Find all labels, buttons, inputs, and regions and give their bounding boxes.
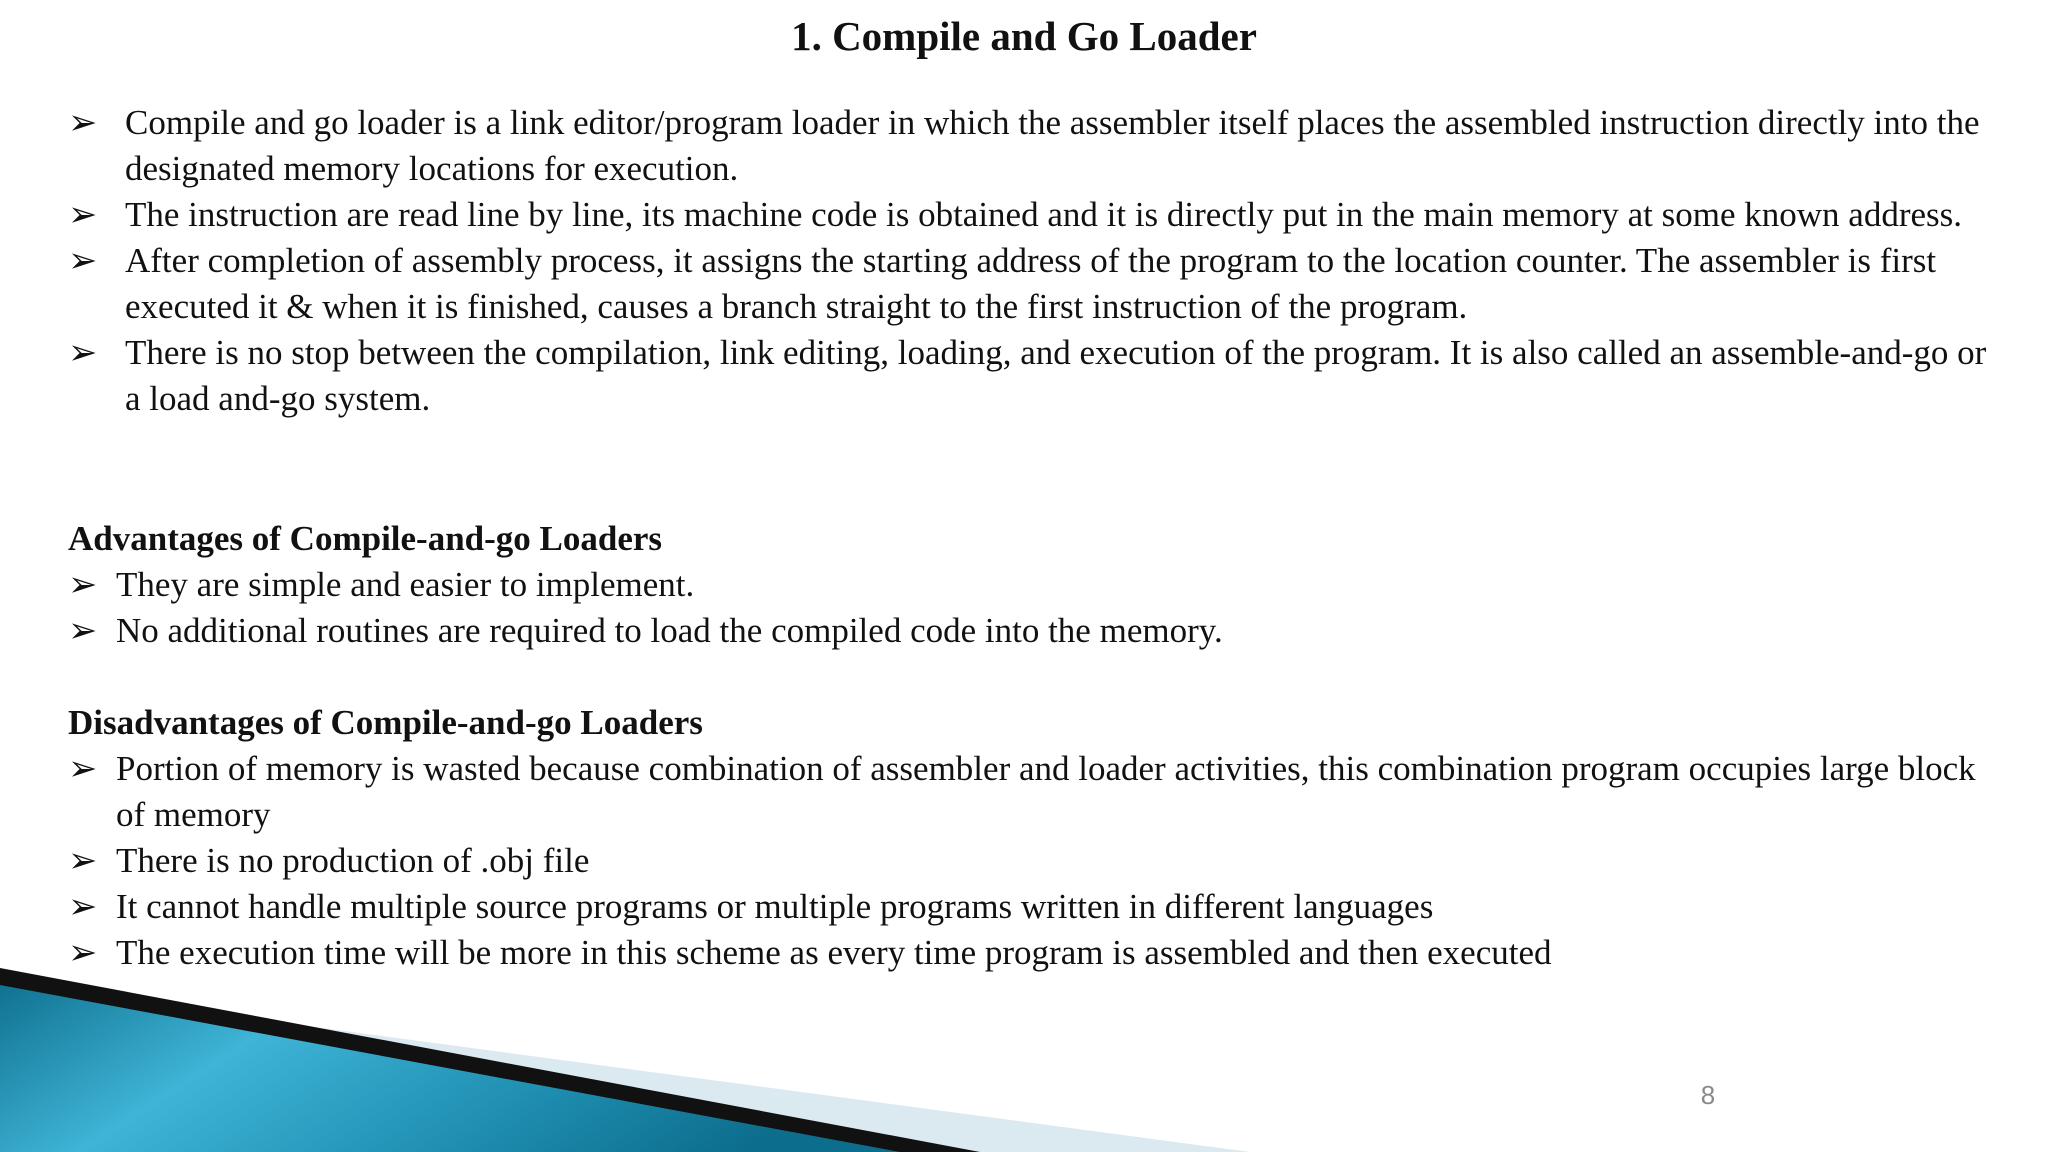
bullet-text: There is no production of .obj file <box>116 841 590 880</box>
bullet-item <box>68 238 1998 330</box>
main-bullet-list <box>68 100 1998 422</box>
arrow-bullet-icon: ➢ <box>68 565 98 604</box>
bullet-text: No additional routines are required to load the compiled code into the memory. <box>116 611 1223 650</box>
bullet-item <box>68 100 1998 192</box>
arrow-bullet-icon: ➢ <box>68 887 98 926</box>
advantages-heading: Advantages of Compile-and-go Loaders <box>68 519 663 558</box>
page-number: 8 <box>1700 1080 1716 1110</box>
slide-title: 1. Compile and Go Loader <box>791 13 1257 59</box>
arrow-bullet-icon: ➢ <box>68 841 98 880</box>
advantage-item <box>68 608 1998 654</box>
bullet-text: Compile and go loader is a link editor/program loader in which the assembler itself places the assembled instruction directly into the designated memory locations for execution. <box>125 103 1980 188</box>
arrow-bullet-icon: ➢ <box>68 241 98 280</box>
bullet-item <box>68 330 1998 422</box>
disadvantage-item <box>68 838 1998 884</box>
bullet-item <box>68 192 1998 238</box>
arrow-bullet-icon: ➢ <box>68 333 98 372</box>
disadvantages-heading: Disadvantages of Compile-and-go Loaders <box>68 703 703 742</box>
arrow-bullet-icon: ➢ <box>68 611 98 650</box>
arrow-bullet-icon: ➢ <box>68 103 98 142</box>
arrow-bullet-icon: ➢ <box>68 933 98 972</box>
disadvantages-section <box>68 700 1998 976</box>
bullet-text: The execution time will be more in this scheme as every time program is assembled and then executed <box>116 933 1552 972</box>
bullet-text: Portion of memory is wasted because combination of assembler and loader activities, this combination program occupies large block of memory <box>116 749 1976 834</box>
disadvantage-item <box>68 746 1998 838</box>
advantages-section <box>68 516 1998 654</box>
arrow-bullet-icon: ➢ <box>68 195 98 234</box>
bullet-text: They are simple and easier to implement. <box>116 565 695 604</box>
arrow-bullet-icon: ➢ <box>68 749 98 788</box>
bullet-text: There is no stop between the compilation, link editing, loading, and execution of the program. It is also called an assemble-and-go or a load and-go system. <box>125 333 1987 418</box>
bullet-text: The instruction are read line by line, its machine code is obtained and it is directly put in the main memory at some known address. <box>125 195 1963 234</box>
bullet-text: After completion of assembly process, it assigns the starting address of the program to the location counter. The assembler is first executed it & when it is finished, causes a branch straight to the first instruction of the program. <box>125 241 1937 326</box>
advantage-item <box>68 562 1998 608</box>
bullet-text: It cannot handle multiple source programs or multiple programs written in different languages <box>116 887 1434 926</box>
disadvantage-item <box>68 930 1998 976</box>
disadvantage-item <box>68 884 1998 930</box>
